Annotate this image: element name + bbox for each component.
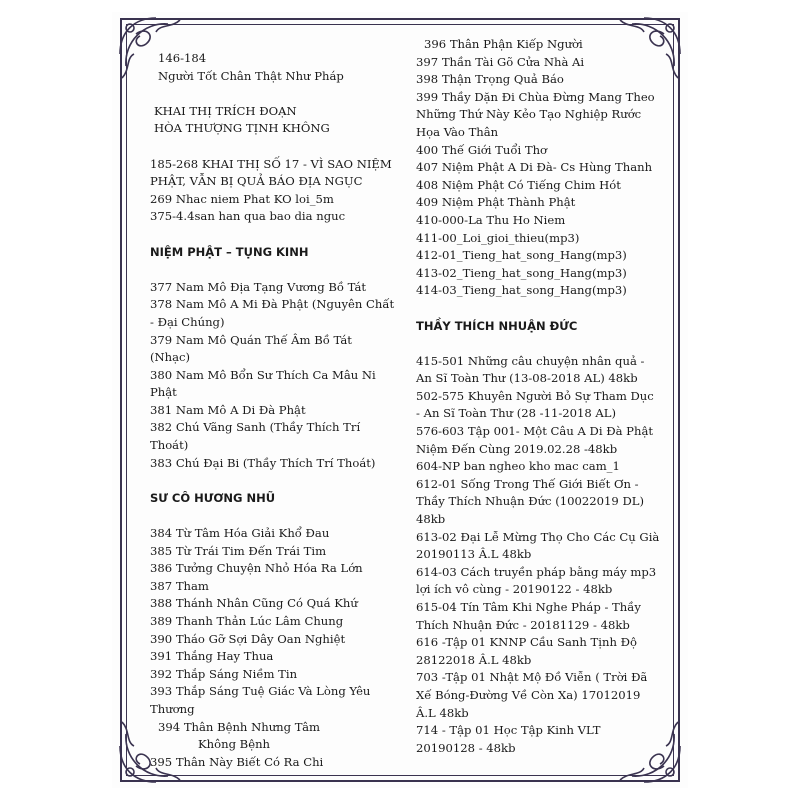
list-item: 384 Từ Tâm Hóa Giải Khổ Đau: [150, 526, 330, 541]
list-item: HÒA THƯỢNG TỊNH KHÔNG: [154, 121, 330, 136]
list-item: 269 Nhac niem Phat KO loi_5m: [150, 191, 334, 206]
list-item: 20190113 Â.L 48kb: [416, 547, 532, 562]
section-heading: NIỆM PHẬT – TỤNG KINH: [150, 244, 309, 259]
list-item: 20190128 - 48kb: [416, 740, 516, 755]
list-item: 393 Thắp Sáng Tuệ Giác Và Lòng Yêu: [150, 684, 371, 699]
list-item: 616 -Tập 01 KNNP Cầu Sanh Tịnh Độ: [416, 635, 637, 650]
list-item: KHAI THỊ TRÍCH ĐOẠN: [154, 103, 297, 118]
list-item: Thương: [150, 701, 195, 716]
list-item: (Nhạc): [150, 350, 191, 365]
track-list: [150, 279, 402, 473]
list-item: 407 Niệm Phật A Di Đà- Cs Hùng Thanh: [416, 160, 653, 175]
list-item: 385 Từ Trái Tim Đến Trái Tim: [150, 543, 327, 558]
list-item: An Sĩ Toàn Thư (13-08-2018 AL) 48kb: [416, 371, 638, 386]
list-item: 612-01 Sống Trong Thế Giới Biết Ơn -: [416, 476, 639, 491]
list-item: 389 Thanh Thản Lúc Lâm Chung: [150, 614, 344, 628]
section-heading: THẦY THÍCH NHUẬN ĐỨC: [416, 318, 578, 333]
list-item: Xế Bóng-Đường Về Còn Xa) 17012019: [416, 687, 641, 702]
list-item: Thích Nhuận Đức - 20181129 - 48kb: [416, 617, 630, 632]
list-item: 382 Chú Vãng Sanh (Thầy Thích Trí: [150, 420, 361, 435]
list-item: 379 Nam Mô Quán Thế Âm Bồ Tát: [150, 332, 352, 347]
list-item: 383 Chú Đại Bi (Thầy Thích Trí Thoát): [150, 455, 376, 470]
list-item: 412-01_Tieng_hat_song_Hang(mp3): [416, 248, 627, 263]
list-item: Thoát): [150, 438, 189, 453]
list-item: 502-575 Khuyên Người Bỏ Sự Tham Dục: [416, 388, 654, 403]
left-column: [150, 50, 402, 771]
list-item: 388 Thánh Nhân Cũng Có Quá Khứ: [150, 596, 358, 611]
list-item: 714 - Tập 01 Học Tập Kinh VLT: [416, 723, 601, 738]
list-item: 146-184: [158, 51, 207, 65]
list-item: - An Sĩ Toàn Thư (28 -11-2018 AL): [416, 406, 617, 421]
list-item: 398 Thận Trọng Quả Báo: [416, 72, 564, 87]
list-item: 377 Nam Mô Địa Tạng Vương Bồ Tát: [150, 279, 367, 294]
list-item: 185-268 KHAI THỊ SỐ 17 - VÌ SAO NIỆM: [150, 156, 392, 171]
list-item: 390 Tháo Gỡ Sợi Dây Oan Nghiệt: [150, 631, 346, 646]
list-item: 703 -Tập 01 Nhật Mộ Đồ Viễn ( Trời Đã: [416, 670, 648, 685]
list-item: 378 Nam Mô A Mi Đà Phật (Nguyên Chất: [150, 297, 395, 312]
right-column: [416, 36, 671, 757]
list-item: Họa Vào Thân: [416, 124, 499, 139]
list-item: 613-02 Đại Lễ Mừng Thọ Cho Các Cụ Già: [416, 529, 660, 544]
list-item: lợi ích vô cùng - 20190122 - 48kb: [416, 582, 613, 597]
list-item: 410-000-La Thu Ho Niem: [416, 212, 566, 227]
list-item: 615-04 Tín Tâm Khi Nghe Pháp - Thầy: [416, 600, 641, 614]
list-item: 375-4.4san han qua bao dia nguc: [150, 209, 346, 224]
list-item: 396 Thân Phận Kiếp Người: [424, 37, 583, 51]
list-item: 400 Thế Giới Tuổi Thơ: [416, 142, 548, 157]
list-item: 604-NP ban ngheo kho mac cam_1: [416, 459, 620, 474]
list-item: Niệm Đến Cùng 2019.02.28 -48kb: [416, 441, 618, 456]
list-item: 48kb: [416, 512, 446, 527]
list-item: Không Bệnh: [198, 737, 270, 752]
list-item: 380 Nam Mô Bổn Sư Thích Ca Mâu Ni: [150, 367, 376, 382]
track-list: [150, 525, 402, 771]
list-item: 414-03_Tieng_hat_song_Hang(mp3): [416, 283, 627, 298]
list-item: 28122018 Â.L 48kb: [416, 652, 532, 667]
intro-list: [150, 50, 402, 226]
list-item: 395 Thân Này Biết Có Ra Chi: [150, 754, 324, 769]
section-heading: SƯ CÔ HƯƠNG NHŨ: [150, 490, 276, 505]
list-item: 411-00_Loi_gioi_thieu(mp3): [416, 230, 580, 245]
list-item: Phật: [150, 385, 177, 400]
track-list: [416, 353, 671, 758]
list-item: [150, 85, 402, 103]
list-item: - Đại Chúng): [150, 314, 225, 329]
list-item: 397 Thần Tài Gõ Cửa Nhà Ai: [416, 54, 585, 69]
track-list: [416, 36, 671, 300]
list-item: 394 Thân Bệnh Nhưng Tâm: [158, 719, 321, 734]
list-item: 391 Thắng Hay Thua: [150, 649, 274, 664]
list-item: 576-603 Tập 001- Một Câu A Di Đà Phật: [416, 424, 654, 439]
list-item: 408 Niệm Phật Có Tiếng Chim Hót: [416, 177, 621, 192]
list-item: 381 Nam Mô A Di Đà Phật: [150, 402, 306, 417]
list-item: 415-501 Những câu chuyện nhân quả -: [416, 353, 645, 368]
list-item: [150, 138, 402, 156]
list-item: Những Thứ Này Kẻo Tạo Nghiệp Rước: [416, 107, 642, 122]
list-item: Â.L 48kb: [416, 705, 469, 720]
list-item: 413-02_Tieng_hat_song_Hang(mp3): [416, 265, 627, 280]
list-item: Thầy Thích Nhuận Đức (10022019 DL): [416, 494, 644, 509]
list-item: 386 Tưởng Chuyện Nhỏ Hóa Ra Lớn: [150, 561, 363, 576]
list-item: Người Tốt Chân Thật Như Pháp: [158, 68, 344, 83]
list-item: 409 Niệm Phật Thành Phật: [416, 195, 576, 210]
list-item: 399 Thầy Dặn Đi Chùa Đừng Mang Theo: [416, 89, 655, 104]
list-item: 614-03 Cách truyền pháp bằng máy mp3: [416, 564, 657, 579]
list-item: 392 Thắp Sáng Niềm Tin: [150, 666, 298, 681]
list-item: 387 Tham: [150, 578, 209, 593]
list-item: PHẬT, VẪN BỊ QUẢ BÁO ĐỊA NGỤC: [150, 174, 363, 189]
